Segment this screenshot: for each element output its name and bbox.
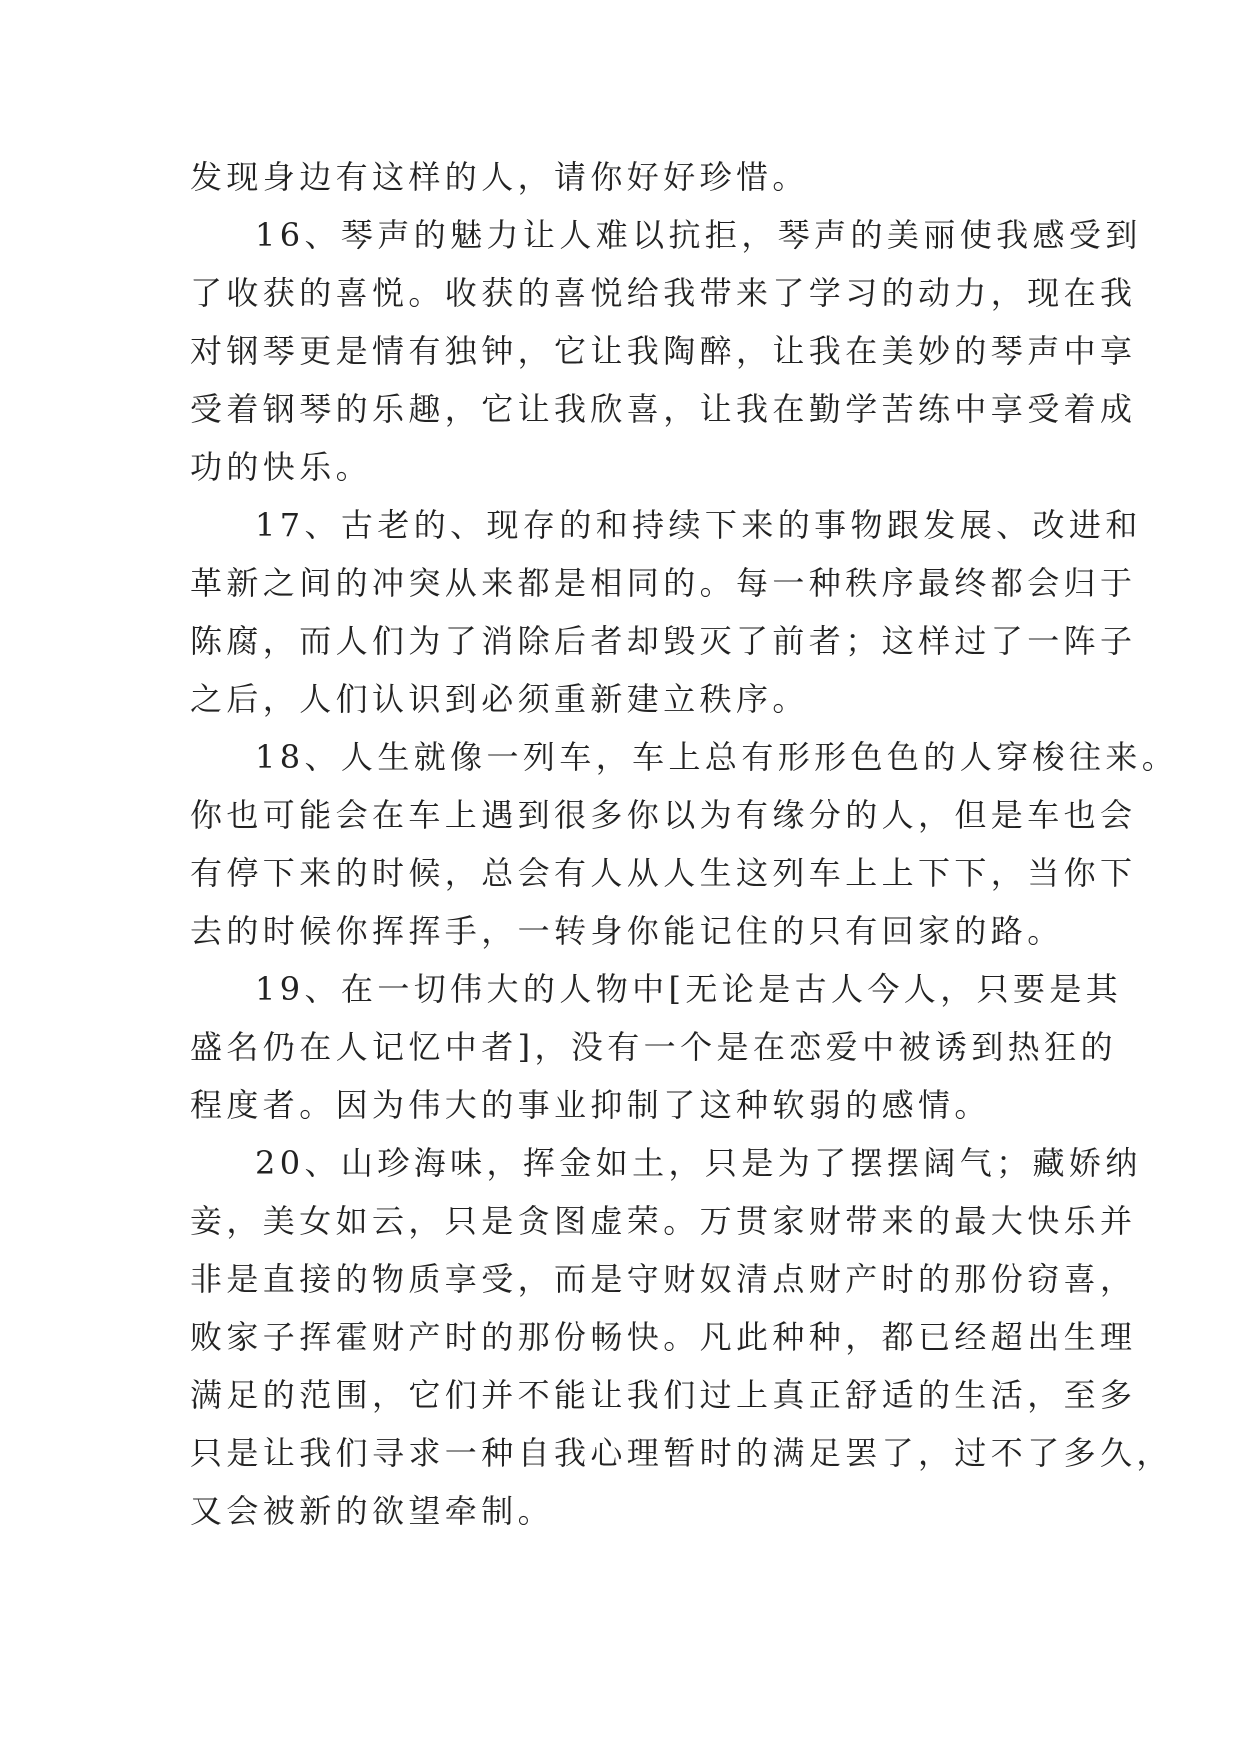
text-line: 18、人生就像一列车，车上总有形形色色的人穿梭往来。	[255, 738, 1179, 776]
text-line: 败家子挥霍财产时的那份畅快。凡此种种，都已经超出生理	[190, 1318, 1137, 1356]
text-line: 功的快乐。	[190, 448, 373, 486]
text-line: 妾，美女如云，只是贪图虚荣。万贯家财带来的最大快乐并	[190, 1202, 1137, 1240]
text-line: 20、山珍海味，挥金如土，只是为了摆摆阔气；藏娇纳	[255, 1144, 1142, 1182]
text-line: 16、琴声的魅力让人难以抗拒，琴声的美丽使我感受到	[255, 216, 1142, 254]
text-line: 陈腐，而人们为了消除后者却毁灭了前者；这样过了一阵子	[190, 622, 1137, 660]
text-line: 革新之间的冲突从来都是相同的。每一种秩序最终都会归于	[190, 564, 1137, 602]
text-line: 发现身边有这样的人，请你好好珍惜。	[190, 158, 809, 196]
text-line: 你也可能会在车上遇到很多你以为有缘分的人，但是车也会	[190, 796, 1137, 834]
text-line: 受着钢琴的乐趣，它让我欣喜，让我在勤学苦练中享受着成	[190, 390, 1137, 428]
text-line: 非是直接的物质享受，而是守财奴清点财产时的那份窃喜，	[190, 1260, 1137, 1298]
text-line: 只是让我们寻求一种自我心理暂时的满足罢了，过不了多久，	[190, 1434, 1173, 1472]
text-line: 了收获的喜悦。收获的喜悦给我带来了学习的动力，现在我	[190, 274, 1137, 312]
text-line: 盛名仍在人记忆中者]，没有一个是在恋爱中被诱到热狂的	[190, 1028, 1117, 1066]
text-line: 之后，人们认识到必须重新建立秩序。	[190, 680, 809, 718]
text-line: 有停下来的时候，总会有人从人生这列车上上下下，当你下	[190, 854, 1137, 892]
text-line: 对钢琴更是情有独钟，它让我陶醉，让我在美妙的琴声中享	[190, 332, 1137, 370]
text-line: 去的时候你挥挥手，一转身你能记住的只有回家的路。	[190, 912, 1064, 950]
text-line: 满足的范围，它们并不能让我们过上真正舒适的生活，至多	[190, 1376, 1137, 1414]
text-line: 19、在一切伟大的人物中[无论是古人今人，只要是其	[255, 970, 1123, 1008]
document-body	[190, 148, 1179, 1540]
text-line: 又会被新的欲望牵制。	[190, 1492, 555, 1530]
text-line: 17、古老的、现存的和持续下来的事物跟发展、改进和	[255, 506, 1142, 544]
text-line: 程度者。因为伟大的事业抑制了这种软弱的感情。	[190, 1086, 991, 1124]
